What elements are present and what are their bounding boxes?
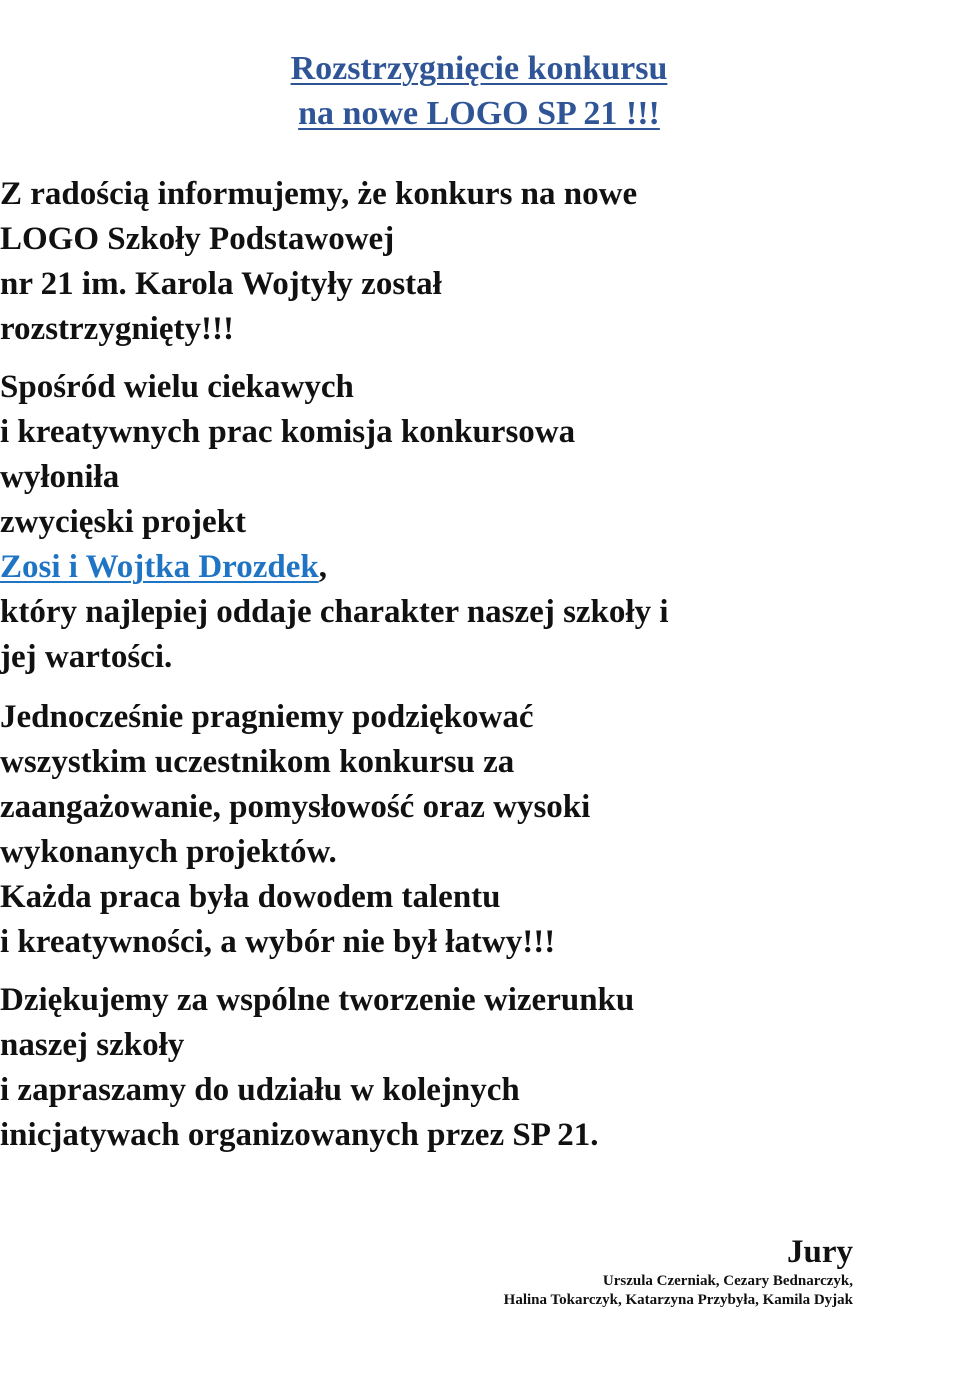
jury-title: Jury: [787, 1234, 853, 1270]
text-line: wykonanych projektów.: [0, 834, 337, 870]
text-line: który najlepiej oddaje charakter naszej szkoły i: [0, 594, 669, 630]
jury-names-line: Urszula Czerniak, Cezary Bednarczyk,: [602, 1273, 853, 1289]
title-line: Rozstrzygnięcie konkursu: [290, 50, 668, 87]
jury-names-line: Halina Tokarczyk, Katarzyna Przybyła, Kamila Dyjak: [503, 1292, 853, 1308]
winner-link[interactable]: Zosi i Wojtka Drozdek: [0, 549, 319, 585]
title-line: na nowe LOGO SP 21 !!!: [298, 95, 660, 132]
thanks-paragraph: [0, 695, 958, 965]
jury-signature: [504, 1232, 853, 1310]
link-suffix: ,: [318, 549, 327, 585]
text-line: i kreatywności, a wybór nie był łatwy!!!: [0, 924, 556, 960]
text-line: i zapraszamy do udziału w kolejnych: [0, 1072, 520, 1108]
text-line: Spośród wielu ciekawych: [0, 369, 354, 405]
winner-line: [0, 545, 958, 590]
text-line: rozstrzygnięty!!!: [0, 311, 234, 347]
announcement-paragraph: [0, 172, 958, 352]
text-line: wszystkim uczestnikom konkursu za: [0, 744, 515, 780]
text-line: nr 21 im. Karola Wojtyły został: [0, 266, 442, 302]
text-line: naszej szkoły: [0, 1027, 185, 1063]
text-line: inicjatywach organizowanych przez SP 21.: [0, 1117, 599, 1153]
document-title: [0, 46, 958, 136]
text-line: wyłoniła: [0, 459, 120, 495]
text-line: Z radością informujemy, że konkurs na nowe: [0, 176, 638, 212]
text-line: Dziękujemy za wspólne tworzenie wizerunku: [0, 982, 635, 1018]
text-line: jej wartości.: [0, 639, 173, 675]
text-line: i kreatywnych prac komisja konkursowa: [0, 414, 576, 450]
text-line: LOGO Szkoły Podstawowej: [0, 221, 395, 257]
closing-paragraph: [0, 978, 958, 1158]
text-line: Każda praca była dowodem talentu: [0, 879, 501, 915]
text-line: zaangażowanie, pomysłowość oraz wysoki: [0, 789, 591, 825]
text-line: Jednocześnie pragniemy podziękować: [0, 699, 534, 735]
text-line: zwycięski projekt: [0, 504, 246, 540]
winner-paragraph: [0, 365, 958, 680]
